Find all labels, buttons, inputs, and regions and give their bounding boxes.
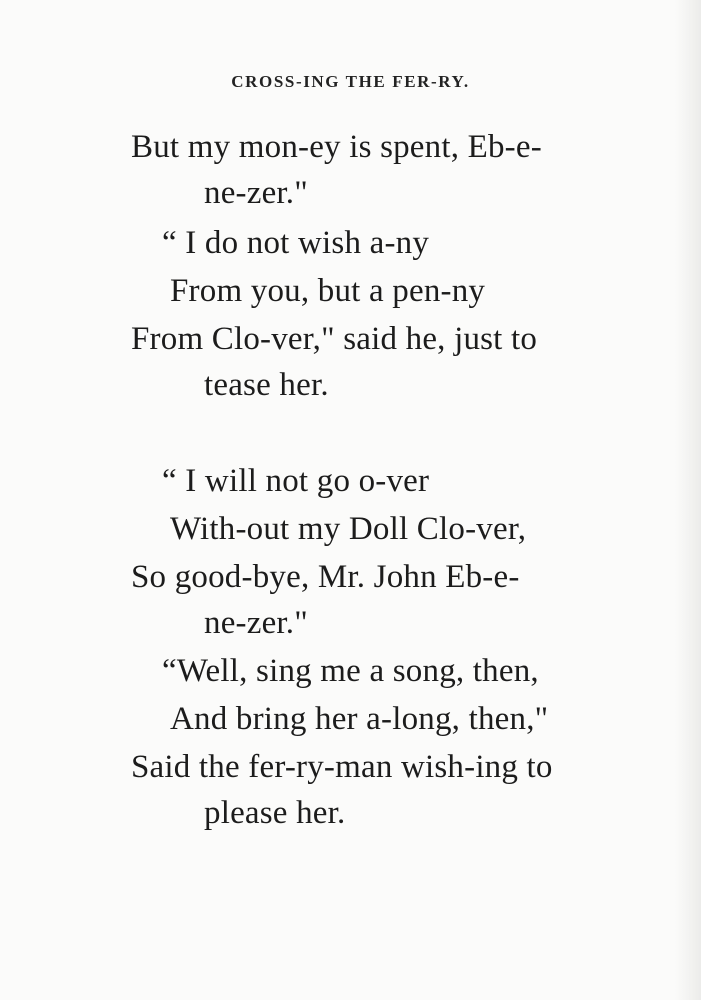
verse-line: ne-zer."	[204, 175, 308, 211]
verse-line: “ I will not go o-ver	[162, 463, 430, 499]
verse-line: But my mon-ey is spent, Eb-e-	[131, 129, 542, 165]
verse-line: With-out my Doll Clo-ver,	[170, 511, 527, 547]
verse-line: tease her.	[204, 367, 329, 403]
running-head: CROSS-ING THE FER-RY.	[231, 72, 470, 91]
verse-line: “Well, sing me a song, then,	[162, 653, 539, 689]
verse-line: From you, but a pen-ny	[170, 273, 486, 309]
verse-line: please her.	[204, 795, 346, 831]
verse-line: ne-zer."	[204, 605, 308, 641]
verse-line: Said the fer-ry-man wish-ing to	[131, 749, 553, 785]
verse-line: So good-bye, Mr. John Eb-e-	[131, 559, 520, 595]
verse-line: From Clo-ver," said he, just to	[131, 321, 538, 357]
page-edge-shadow	[675, 0, 701, 1000]
verse-line: And bring her a-long, then,"	[170, 701, 549, 737]
verse-line: “ I do not wish a-ny	[162, 225, 430, 261]
